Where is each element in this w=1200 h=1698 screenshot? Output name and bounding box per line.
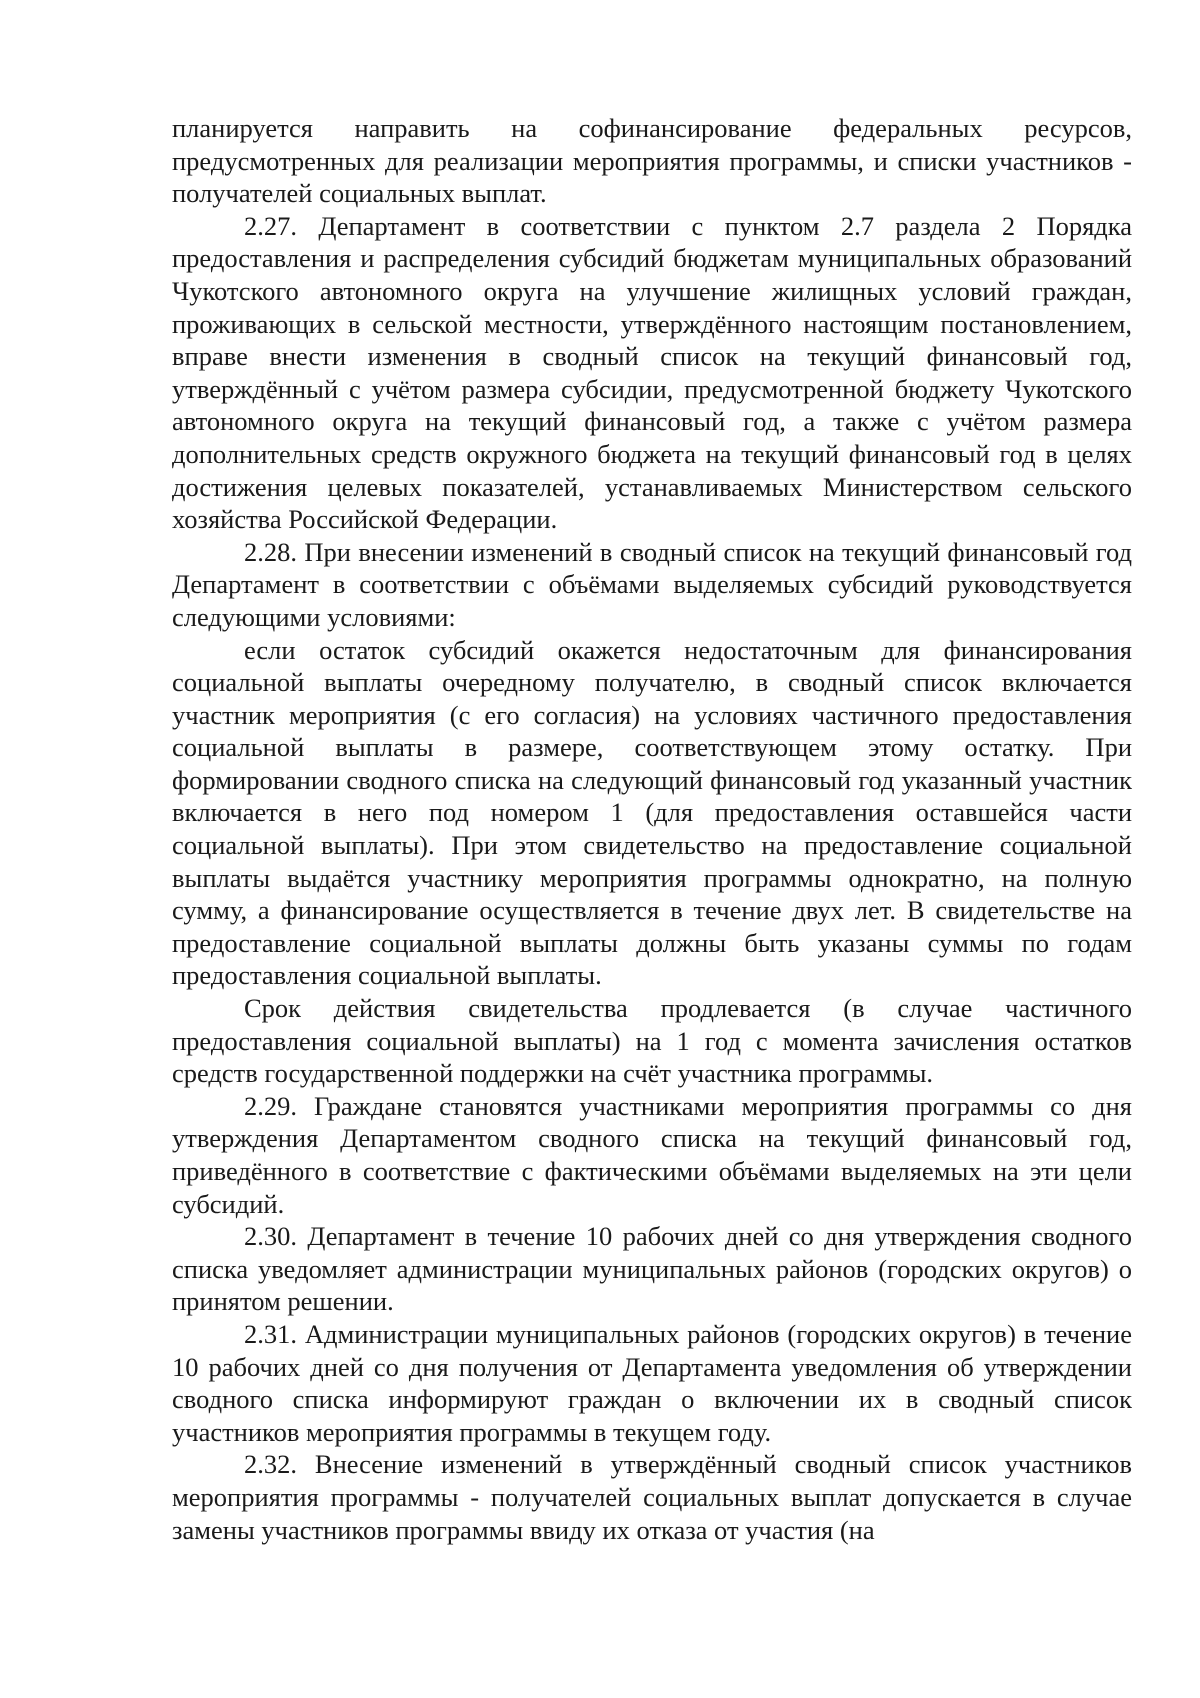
paragraph-continuation: планируется направить на софинансирование федеральных ресурсов, предусмотренных для реализации мероприятия программы, и списки участников - получателей социальных выплат. <box>172 113 1132 209</box>
paragraph-2-27: 2.27. Департамент в соответствии с пунктом 2.7 раздела 2 Порядка предоставления и распределения субсидий бюджетам муниципальных образований Чукотского автономного округа на улучшение жилищных условий граждан, проживающих в сельской местности, утверждённого настоящим постановлением, вправе внести изменения в сводный список на текущий финансовый год, утверждённый с учётом размера субсидии, предусмотренной бюджету Чукотского автономного округа на текущий финансовый год, а также с учётом размера дополнительных средств окружного бюджета на текущий финансовый год в целях достижения целевых показателей, устанавливаемых Министерством сельского хозяйства Российской Федерации. <box>172 210 1132 535</box>
paragraph-2-29: 2.29. Граждане становятся участниками мероприятия программы со дня утверждения Департаментом сводного списка на текущий финансовый год, приведённого в соответствие с фактическими объёмами выделяемых на эти цели субсидий. <box>172 1090 1132 1219</box>
paragraph-certificate-term: Срок действия свидетельства продлевается (в случае частичного предоставления социальной выплаты) на 1 год с момента зачисления остатков средств государственной поддержки на счёт участника программы. <box>172 993 1132 1089</box>
paragraph-2-30: 2.30. Департамент в течение 10 рабочих дней со дня утверждения сводного списка уведомляет администрации муниципальных районов (городских округов) о принятом решении. <box>172 1221 1132 1317</box>
document-body <box>172 112 1132 1546</box>
paragraph-subsidy-remainder: если остаток субсидий окажется недостаточным для финансирования социальной выплаты очередному получателю, в сводный список включается участник мероприятия (с его согласия) на условиях частичного предоставления социальной выплаты в размере, соответствующем этому остатку. При формировании сводного списка на следующий финансовый год указанный участник включается в него под номером 1 (для предоставления оставшейся части социальной выплаты). При этом свидетельство на предоставление социальной выплаты выдаётся участнику мероприятия программы однократно, на полную сумму, а финансирование осуществляется в течение двух лет. В свидетельстве на предоставление социальной выплаты должны быть указаны суммы по годам предоставления социальной выплаты. <box>172 634 1132 991</box>
paragraph-2-32: 2.32. Внесение изменений в утверждённый сводный список участников мероприятия программы - получателей социальных выплат допускается в случае замены участников программы ввиду их отказа от участия (на <box>172 1449 1132 1545</box>
paragraph-2-28: 2.28. При внесении изменений в сводный список на текущий финансовый год Департамент в соответствии с объёмами выделяемых субсидий руководствуется следующими условиями: <box>172 536 1132 632</box>
paragraph-2-31: 2.31. Администрации муниципальных районов (городских округов) в течение 10 рабочих дней со дня получения от Департамента уведомления об утверждении сводного списка информируют граждан о включении их в сводный список участников мероприятия программы в текущем году. <box>172 1318 1132 1447</box>
